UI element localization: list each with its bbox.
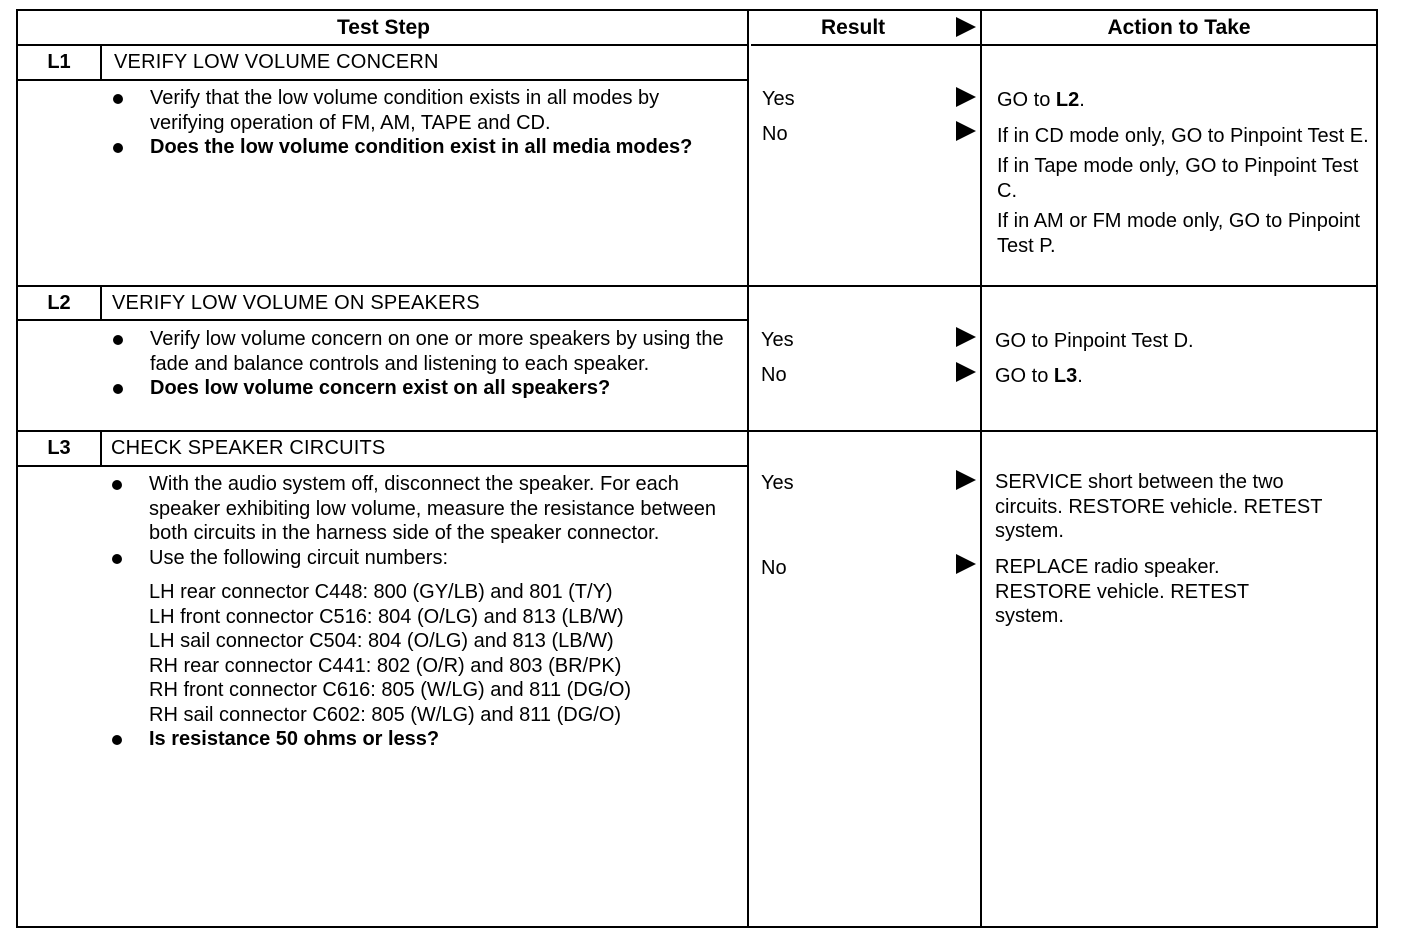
bullet-item: Verify low volume concern on one or more speakers by using the fade and balance controls and listening to each speaker. — [113, 327, 733, 376]
circuit-item: RH rear connector C441: 802 (O/R) and 803 (BR/PK) — [149, 654, 622, 677]
result-yes-l2: Yes — [761, 329, 794, 351]
bullet-icon — [113, 384, 123, 394]
arrow-icon — [956, 362, 976, 382]
bullet-item: Is resistance 50 ohms or less? — [112, 727, 732, 752]
bullet-icon — [113, 335, 123, 345]
step-id-l1: L1 — [47, 50, 71, 73]
bullet-icon — [112, 480, 122, 490]
circuit-item: RH sail connector C602: 805 (W/LG) and 811 (DG/O) — [149, 703, 622, 726]
bullet-icon — [113, 94, 123, 104]
header-result: Result — [751, 11, 980, 46]
diagnostic-table — [16, 9, 1378, 928]
divider-action — [980, 11, 982, 926]
bullet-icon — [113, 143, 123, 153]
circuit-list — [149, 580, 732, 727]
title-underline-l1 — [18, 79, 749, 81]
result-no-l3: No — [761, 557, 787, 579]
result-yes-l1: Yes — [762, 88, 795, 110]
header-test-step: Test Step — [18, 11, 749, 46]
bullet-item: Does low volume concern exist on all speakers? — [113, 376, 733, 401]
bullet-icon — [112, 735, 122, 745]
title-underline-l2 — [18, 319, 749, 321]
action-yes-l3: SERVICE short between the two circuits. RESTORE vehicle. RETEST system. — [995, 471, 1323, 542]
step-title-l1: VERIFY LOW VOLUME CONCERN — [114, 50, 439, 73]
result-no-l2: No — [761, 364, 787, 386]
step-id-l2: L2 — [47, 291, 71, 314]
arrow-icon — [956, 554, 976, 574]
circuit-item: LH sail connector C504: 804 (O/LG) and 813 (LB/W) — [149, 630, 614, 652]
step-title-l3: CHECK SPEAKER CIRCUITS — [111, 436, 386, 459]
step-id-divider-l1 — [100, 45, 102, 79]
circuit-item: LH rear connector C448: 800 (GY/LB) and 801 (T/Y) — [149, 581, 613, 603]
step-id-l3: L3 — [47, 436, 71, 459]
result-yes-l3: Yes — [761, 472, 794, 494]
circuit-item: LH front connector C516: 804 (O/LG) and 813 (LB/W) — [149, 605, 624, 628]
step-id-divider-l3 — [100, 431, 102, 465]
bullets-l2 — [113, 327, 733, 401]
result-no-l1: No — [762, 123, 788, 145]
circuit-item: RH front connector C616: 805 (W/LG) and 811 (DG/O) — [149, 679, 632, 701]
bullets-l3 — [112, 472, 732, 752]
action-no-l2: GO to L3. — [995, 365, 1083, 387]
step-id-divider-l2 — [100, 286, 102, 319]
bullets-l1 — [113, 86, 733, 160]
bullet-icon — [112, 554, 122, 564]
action-l1: GO to L2. If in CD mode only, GO to Pinpoint Test E. If in Tape mode only, GO to Pinpoint Test C. If in AM or FM mode only, GO to Pinpoint Test P. — [997, 89, 1369, 257]
bullet-item: Verify that the low volume condition exists in all modes by verifying operation of FM, AM, TAPE and CD. — [113, 86, 733, 135]
header-action: Action to Take — [982, 11, 1376, 46]
divider-result — [747, 11, 749, 926]
bullet-item: Use the following circuit numbers: LH rear connector C448: 800 (GY/LB) and 801 (T/Y) LH front connector C516: 804 (O/LG) and 813 (LB/W) LH sail connector C504: 804 (O/LG) and 813 (LB/W) RH rear connector C441: 802 (O/R) and 803 (BR/PK) RH front connector C616: 805 (W/LG) and 811 (DG/O) RH sail connector C602: 805 (W/LG) and 811 (DG/O) — [112, 546, 732, 728]
arrow-icon — [956, 87, 976, 107]
arrow-icon — [956, 121, 976, 141]
title-underline-l3 — [18, 465, 749, 467]
header-arrow-icon — [956, 17, 976, 37]
step-title-l2: VERIFY LOW VOLUME ON SPEAKERS — [112, 291, 480, 314]
bullet-item: Does the low volume condition exist in all media modes? — [113, 135, 733, 160]
arrow-icon — [956, 470, 976, 490]
action-no-l3: REPLACE radio speaker. RESTORE vehicle. RETEST system. — [995, 556, 1249, 627]
arrow-icon — [956, 327, 976, 347]
bullet-item: With the audio system off, disconnect the speaker. For each speaker exhibiting low volume, measure the resistance between both circuits in the harness side of the speaker connector. — [112, 472, 732, 546]
action-yes-l2: GO to Pinpoint Test D. — [995, 330, 1194, 352]
